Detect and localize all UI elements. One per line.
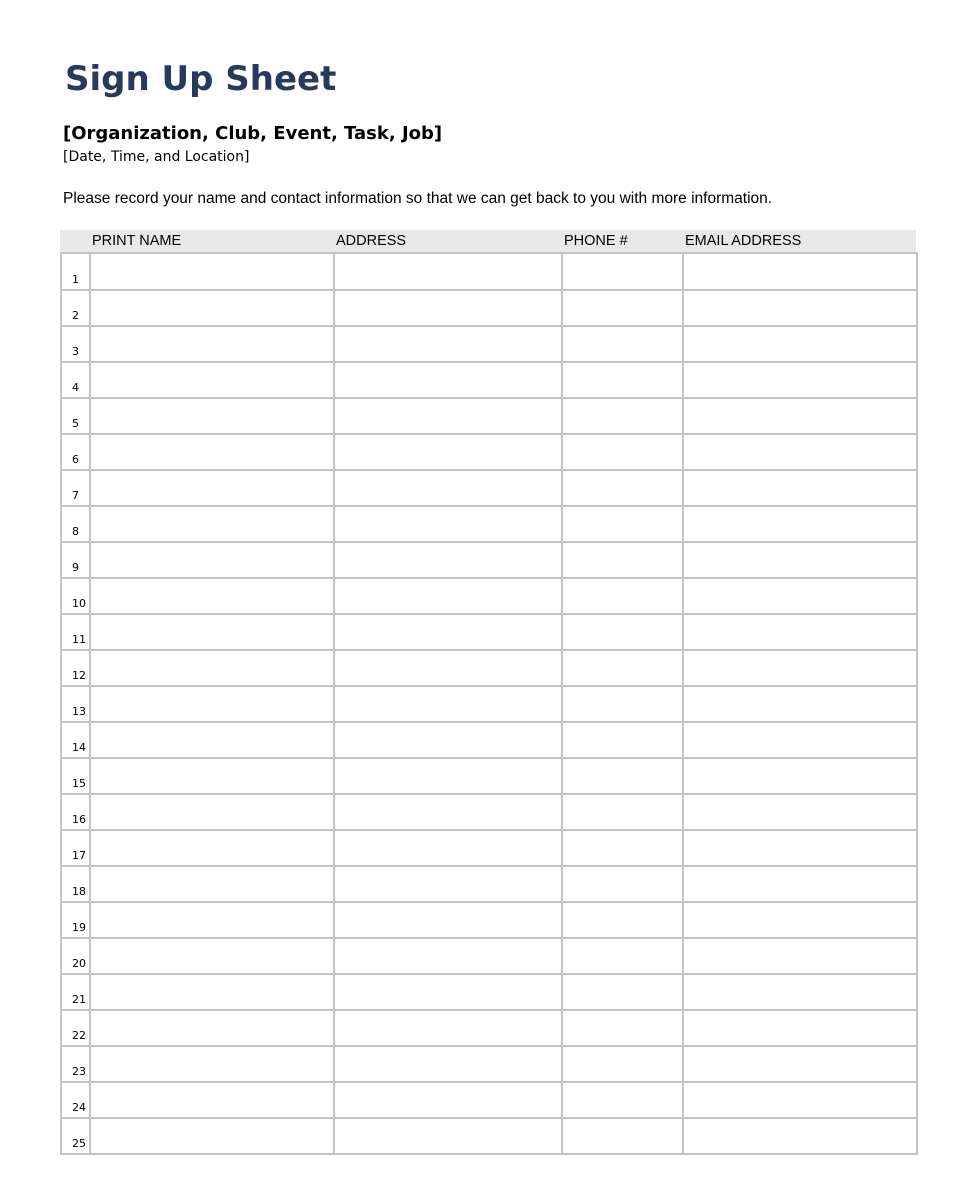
table-row [61, 253, 917, 290]
address-cell[interactable] [334, 758, 562, 794]
print-name-cell[interactable] [90, 758, 334, 794]
address-cell[interactable] [334, 1118, 562, 1154]
email-address-cell[interactable] [683, 1010, 917, 1046]
email-address-cell[interactable] [683, 434, 917, 470]
print-name-cell[interactable] [90, 686, 334, 722]
address-cell[interactable] [334, 506, 562, 542]
address-cell[interactable] [334, 290, 562, 326]
address-cell[interactable] [334, 362, 562, 398]
email-address-cell[interactable] [683, 722, 917, 758]
email-address-cell[interactable] [683, 253, 917, 290]
print-name-cell[interactable] [90, 542, 334, 578]
address-cell[interactable] [334, 1046, 562, 1082]
table-row [61, 794, 917, 830]
date-time-location-placeholder: [Date, Time, and Location] [63, 149, 250, 165]
address-cell[interactable] [334, 253, 562, 290]
row-number: 20 [61, 938, 90, 974]
table-row [61, 686, 917, 722]
email-address-cell[interactable] [683, 974, 917, 1010]
row-number: 9 [61, 542, 90, 578]
phone-cell[interactable] [562, 722, 683, 758]
print-name-cell[interactable] [90, 722, 334, 758]
table-row [61, 1082, 917, 1118]
address-cell[interactable] [334, 902, 562, 938]
email-address-cell[interactable] [683, 938, 917, 974]
print-name-cell[interactable] [90, 1118, 334, 1154]
column-header-email-address: EMAIL ADDRESS [685, 233, 802, 249]
column-header-phone: PHONE # [564, 233, 628, 249]
table-row [61, 1118, 917, 1154]
instructions-text: Please record your name and contact information so that we can get back to you with more information. [63, 190, 773, 207]
phone-cell[interactable] [562, 542, 683, 578]
row-number: 6 [61, 434, 90, 470]
phone-cell[interactable] [562, 506, 683, 542]
phone-cell[interactable] [562, 470, 683, 506]
email-address-cell[interactable] [683, 650, 917, 686]
phone-cell[interactable] [562, 902, 683, 938]
phone-cell[interactable] [562, 974, 683, 1010]
table-row [61, 758, 917, 794]
print-name-cell[interactable] [90, 902, 334, 938]
email-address-cell[interactable] [683, 1082, 917, 1118]
address-cell[interactable] [334, 398, 562, 434]
table-row [61, 650, 917, 686]
email-address-cell[interactable] [683, 902, 917, 938]
address-cell[interactable] [334, 1010, 562, 1046]
phone-cell[interactable] [562, 578, 683, 614]
address-cell[interactable] [334, 1082, 562, 1118]
table-row [61, 614, 917, 650]
address-cell[interactable] [334, 470, 562, 506]
print-name-cell[interactable] [90, 938, 334, 974]
table-row [61, 938, 917, 974]
row-number: 16 [61, 794, 90, 830]
phone-cell[interactable] [562, 398, 683, 434]
print-name-cell[interactable] [90, 253, 334, 290]
row-number: 13 [61, 686, 90, 722]
email-address-cell[interactable] [683, 578, 917, 614]
print-name-cell[interactable] [90, 398, 334, 434]
table-row [61, 578, 917, 614]
row-number: 1 [61, 253, 90, 290]
phone-cell[interactable] [562, 1046, 683, 1082]
print-name-cell[interactable] [90, 506, 334, 542]
address-cell[interactable] [334, 650, 562, 686]
print-name-cell[interactable] [90, 470, 334, 506]
email-address-cell[interactable] [683, 362, 917, 398]
table-row [61, 542, 917, 578]
email-address-cell[interactable] [683, 290, 917, 326]
page-title: Sign Up Sheet [65, 59, 337, 99]
row-number: 21 [61, 974, 90, 1010]
address-cell[interactable] [334, 686, 562, 722]
address-cell[interactable] [334, 866, 562, 902]
print-name-cell[interactable] [90, 1082, 334, 1118]
column-header-print-name: PRINT NAME [92, 233, 182, 249]
row-number: 14 [61, 722, 90, 758]
row-number: 4 [61, 362, 90, 398]
print-name-cell[interactable] [90, 974, 334, 1010]
email-address-cell[interactable] [683, 1118, 917, 1154]
phone-cell[interactable] [562, 794, 683, 830]
phone-cell[interactable] [562, 938, 683, 974]
email-address-cell[interactable] [683, 398, 917, 434]
phone-cell[interactable] [562, 830, 683, 866]
phone-cell[interactable] [562, 434, 683, 470]
print-name-cell[interactable] [90, 578, 334, 614]
signup-table [60, 252, 918, 1155]
row-number: 3 [61, 326, 90, 362]
row-number: 22 [61, 1010, 90, 1046]
email-address-cell[interactable] [683, 470, 917, 506]
email-address-cell[interactable] [683, 1046, 917, 1082]
row-number: 19 [61, 902, 90, 938]
phone-cell[interactable] [562, 1082, 683, 1118]
table-row [61, 866, 917, 902]
address-cell[interactable] [334, 614, 562, 650]
address-cell[interactable] [334, 722, 562, 758]
row-number: 5 [61, 398, 90, 434]
print-name-cell[interactable] [90, 614, 334, 650]
organization-placeholder: [Organization, Club, Event, Task, Job] [63, 123, 443, 144]
row-number: 23 [61, 1046, 90, 1082]
print-name-cell[interactable] [90, 1046, 334, 1082]
table-row [61, 722, 917, 758]
print-name-cell[interactable] [90, 362, 334, 398]
print-name-cell[interactable] [90, 1010, 334, 1046]
email-address-cell[interactable] [683, 542, 917, 578]
row-number: 2 [61, 290, 90, 326]
table-row [61, 1046, 917, 1082]
phone-cell[interactable] [562, 650, 683, 686]
phone-cell[interactable] [562, 1010, 683, 1046]
email-address-cell[interactable] [683, 758, 917, 794]
email-address-cell[interactable] [683, 866, 917, 902]
row-number: 11 [61, 614, 90, 650]
row-number: 24 [61, 1082, 90, 1118]
row-number: 7 [61, 470, 90, 506]
table-row [61, 470, 917, 506]
table-row [61, 830, 917, 866]
row-number: 12 [61, 650, 90, 686]
email-address-cell[interactable] [683, 326, 917, 362]
phone-cell[interactable] [562, 326, 683, 362]
table-row [61, 362, 917, 398]
row-number: 25 [61, 1118, 90, 1154]
print-name-cell[interactable] [90, 290, 334, 326]
phone-cell[interactable] [562, 290, 683, 326]
table-row [61, 326, 917, 362]
row-number: 15 [61, 758, 90, 794]
email-address-cell[interactable] [683, 794, 917, 830]
address-cell[interactable] [334, 830, 562, 866]
signup-table-body [61, 253, 917, 1154]
table-row [61, 398, 917, 434]
table-row [61, 434, 917, 470]
print-name-cell[interactable] [90, 434, 334, 470]
column-header-address: ADDRESS [336, 233, 407, 249]
print-name-cell[interactable] [90, 830, 334, 866]
phone-cell[interactable] [562, 1118, 683, 1154]
print-name-cell[interactable] [90, 794, 334, 830]
row-number: 8 [61, 506, 90, 542]
address-cell[interactable] [334, 938, 562, 974]
print-name-cell[interactable] [90, 650, 334, 686]
table-row [61, 1010, 917, 1046]
email-address-cell[interactable] [683, 830, 917, 866]
table-row [61, 506, 917, 542]
row-number: 10 [61, 578, 90, 614]
email-address-cell[interactable] [683, 506, 917, 542]
address-cell[interactable] [334, 794, 562, 830]
phone-cell[interactable] [562, 686, 683, 722]
phone-cell[interactable] [562, 866, 683, 902]
phone-cell[interactable] [562, 614, 683, 650]
address-cell[interactable] [334, 578, 562, 614]
address-cell[interactable] [334, 974, 562, 1010]
table-row [61, 902, 917, 938]
address-cell[interactable] [334, 326, 562, 362]
address-cell[interactable] [334, 434, 562, 470]
row-number: 18 [61, 866, 90, 902]
table-row [61, 290, 917, 326]
phone-cell[interactable] [562, 362, 683, 398]
email-address-cell[interactable] [683, 686, 917, 722]
print-name-cell[interactable] [90, 866, 334, 902]
print-name-cell[interactable] [90, 326, 334, 362]
address-cell[interactable] [334, 542, 562, 578]
email-address-cell[interactable] [683, 614, 917, 650]
table-row [61, 974, 917, 1010]
phone-cell[interactable] [562, 758, 683, 794]
row-number: 17 [61, 830, 90, 866]
phone-cell[interactable] [562, 253, 683, 290]
